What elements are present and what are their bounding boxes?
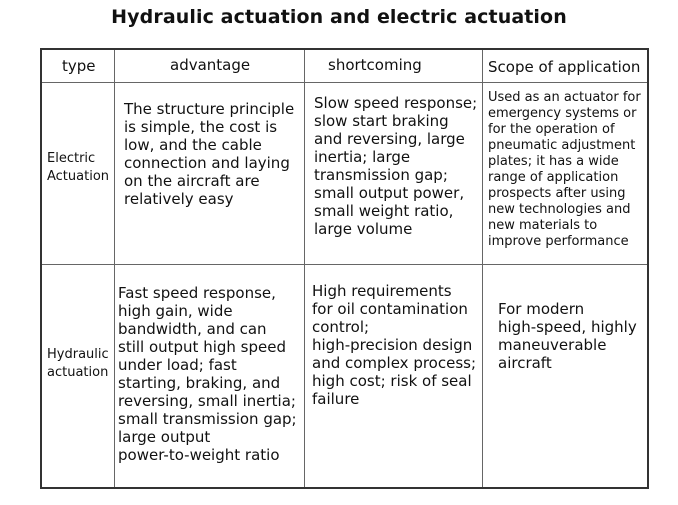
row-divider [42, 264, 647, 265]
row-electric-shortcoming: Slow speed response; slow start braking and reversing, large inertia; large transmission gap; small output power, small weight ratio, large volume [314, 94, 478, 238]
row-hydraulic-advantage: Fast speed response, high gain, wide bandwidth, and can still output high speed under load; fast starting, braking, and reversing, small inertia; small transmission gap; large output power-to-weight ratio [118, 284, 297, 464]
row-electric-type: Electric Actuation [47, 151, 110, 184]
row-divider [42, 82, 647, 83]
header-scope: Scope of application [488, 58, 641, 76]
row-hydraulic-scope: For modern high-speed, highly maneuverable aircraft [498, 300, 637, 372]
comparison-table [40, 48, 649, 489]
header-shortcoming: shortcoming [328, 56, 422, 74]
row-hydraulic-type: Hydraulic actuation [47, 347, 109, 380]
page-title: Hydraulic actuation and electric actuation [111, 6, 567, 28]
row-hydraulic-shortcoming: High requirements for oil contamination control; high-precision design and complex process; high cost; risk of seal failure [312, 282, 477, 408]
header-type: type [62, 57, 96, 75]
column-divider [114, 50, 115, 487]
row-electric-advantage: The structure principle is simple, the cost is low, and the cable connection and laying on the aircraft are relatively easy [124, 100, 295, 208]
header-advantage: advantage [170, 56, 251, 74]
row-electric-scope: Used as an actuator for emergency systems or for the operation of pneumatic adjustment plates; it has a wide range of application prospects after using new technologies and new materials to improve performance [488, 90, 641, 249]
column-divider [304, 50, 305, 487]
column-divider [482, 50, 483, 487]
